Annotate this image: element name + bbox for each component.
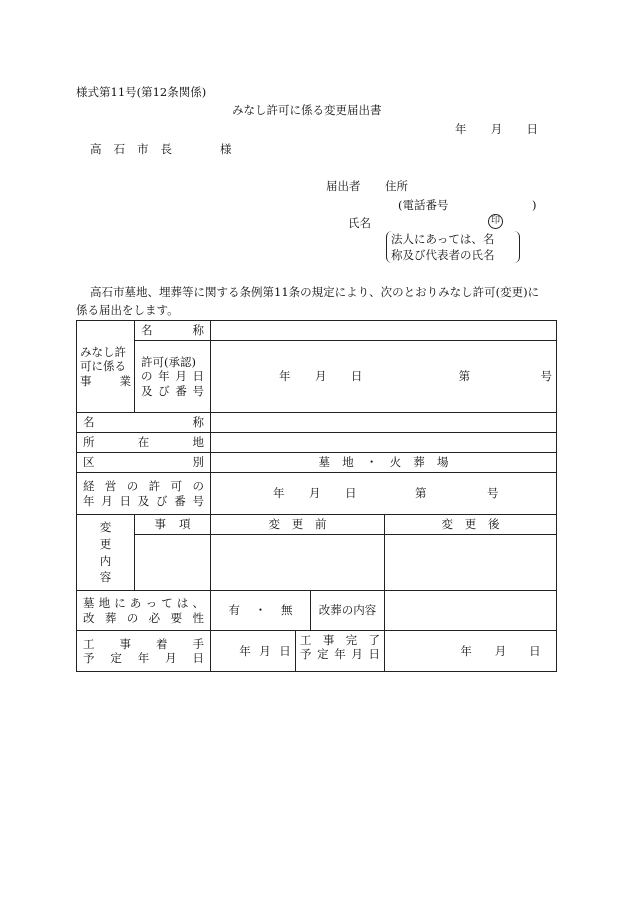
start-label-line [83, 637, 204, 651]
addressee-char: 長 [160, 142, 172, 156]
label-char: 定 [110, 651, 122, 665]
form-table [76, 320, 557, 672]
month-label: 月 [309, 486, 321, 501]
construction-end-date-field[interactable] [385, 631, 557, 672]
change-before-field[interactable] [211, 535, 385, 591]
business-group-label [77, 321, 135, 413]
cemetery-label-line [83, 596, 204, 610]
label-char: 番 [175, 383, 187, 398]
label-char: 着 [156, 636, 168, 651]
name-label: 氏名 [348, 216, 371, 230]
cemetery-reburial-label [77, 591, 211, 631]
day-label: 日 [345, 486, 357, 501]
month-label: 月 [314, 369, 327, 384]
location-label [77, 433, 211, 453]
category-char: 墓 [318, 455, 330, 470]
label-char: 区 [83, 455, 95, 470]
year-label: 年 [279, 369, 291, 384]
business-name-field[interactable] [211, 321, 557, 341]
end-label-line [300, 633, 380, 647]
label-char: 定 [317, 647, 329, 662]
label-char: 日 [368, 647, 380, 662]
label-char: 日 [192, 651, 204, 665]
label-char: 経 [83, 479, 95, 494]
label-char: 工 [300, 633, 312, 647]
label-char: 称 [192, 415, 204, 430]
change-after-field[interactable] [385, 535, 557, 591]
label-char: に [114, 596, 126, 611]
label-char: 内 [99, 553, 112, 568]
addressee-char: 石 [113, 142, 125, 156]
permit-label-line: 許可(承認) [141, 354, 196, 369]
label-char: び [158, 383, 170, 398]
corporate-note-line-1: 法人にあっては、名 [391, 232, 495, 246]
submission-date [455, 123, 538, 137]
label-char: 及 [137, 493, 150, 508]
label-char: 事 [119, 636, 131, 651]
label-char: 及 [141, 383, 153, 398]
label-char: 予 [83, 651, 95, 665]
no-option[interactable]: 無 [281, 603, 293, 618]
permit-label-line [141, 369, 204, 383]
permit-date-field[interactable] [211, 341, 557, 413]
number-suffix: 号 [540, 369, 553, 384]
business-permit-line [83, 494, 204, 508]
label-char: び [156, 493, 168, 508]
yes-option[interactable]: 有 [228, 603, 240, 618]
group-label-line [80, 374, 131, 388]
addressee-char: 市 [137, 142, 149, 156]
year-label: 年 [460, 643, 472, 658]
construction-start-date-field[interactable] [211, 631, 385, 672]
label-char: 更 [99, 536, 112, 551]
label-char: っ [145, 596, 158, 611]
start-label-line [83, 651, 204, 665]
label-char: 地 [192, 435, 204, 450]
category-char: ・ [365, 455, 378, 470]
day-label: 日 [350, 369, 363, 384]
number-suffix: 号 [487, 486, 499, 501]
permit-date-label [135, 341, 211, 413]
group-label-line: 可に係る [80, 359, 126, 374]
label-char: 改 [83, 610, 95, 625]
phone-close: ) [532, 198, 537, 212]
name-label [77, 413, 211, 433]
corporate-note-line-2: 称及び代表者の氏名 [391, 248, 495, 262]
label-char: 所 [83, 435, 95, 450]
business-permit-line [83, 479, 204, 493]
label-char: 変 [99, 520, 112, 535]
category-label [77, 453, 211, 473]
phone-label: (電話番号 [398, 198, 449, 212]
label-char: 更 [464, 517, 477, 532]
category-char: 地 [342, 455, 354, 470]
label-char: 容 [99, 570, 112, 585]
label-char: の [126, 610, 139, 625]
label-char: 変 [268, 517, 280, 532]
label-char: 前 [315, 517, 327, 532]
end-label-line [300, 647, 380, 661]
group-label-line: みなし許 [80, 344, 126, 359]
addressee-char: 高 [90, 142, 102, 156]
change-before-header [211, 515, 385, 535]
label-char: 号 [192, 383, 204, 398]
change-item-header [135, 515, 211, 535]
business-permit-field[interactable] [211, 473, 557, 515]
document-title: みなし許可に係る変更届出書 [232, 103, 382, 117]
label-char: 在 [137, 435, 150, 450]
business-permit-label [77, 473, 211, 515]
corporate-note [386, 231, 520, 263]
label-char: 称 [192, 323, 204, 338]
body-text-line-1: 高石市墓地、埋葬等に関する条例第11条の規定により、次のとおりみなし許可(変更)に [90, 285, 540, 299]
change-after-header [385, 515, 557, 535]
reburial-content-field[interactable] [385, 591, 557, 631]
body-text-line-2: 係る届出をします。 [76, 303, 179, 317]
address-label: 住所 [385, 179, 408, 193]
category-field[interactable] [211, 453, 557, 473]
location-field[interactable] [211, 433, 557, 453]
construction-end-label [296, 631, 384, 671]
label-char: 営 [104, 479, 117, 494]
label-char: 別 [192, 455, 204, 470]
label-char: 手 [192, 636, 204, 651]
label-char: の [141, 369, 153, 384]
group-label-char: 事 [80, 373, 92, 388]
group-label-char: 業 [119, 373, 131, 388]
label-char: 了 [368, 633, 380, 647]
label-char: 完 [345, 633, 358, 647]
label-char: 項 [179, 517, 191, 532]
label-char: 葬 [104, 610, 117, 625]
label-char: 後 [488, 517, 500, 532]
label-char: 墓 [83, 596, 95, 611]
date-year-label: 年 [455, 122, 467, 136]
label-char: 事 [154, 517, 166, 532]
label-char: 可 [170, 479, 183, 494]
label-char: 許 [148, 479, 161, 494]
reburial-necessity-field[interactable] [211, 591, 311, 631]
month-label: 月 [494, 643, 507, 658]
label-char: 月 [175, 369, 187, 384]
addressee [90, 143, 172, 157]
reburial-content-label: 改葬の内容 [311, 591, 385, 631]
category-char: 火 [389, 455, 402, 470]
label-char: 年 [334, 647, 346, 662]
label-char: 番 [174, 493, 186, 508]
label-char: 地 [98, 596, 111, 611]
label-char: 性 [192, 610, 204, 625]
label-char: 号 [192, 493, 204, 508]
label-char: 月 [101, 493, 113, 508]
change-item-field[interactable] [135, 535, 211, 591]
day-label: 日 [279, 643, 291, 658]
cemetery-label-line [83, 611, 204, 625]
year-label: 年 [273, 486, 285, 501]
label-char: 年 [158, 369, 170, 384]
label-char: の [126, 479, 139, 494]
year-label: 年 [239, 643, 251, 658]
label-char: 工 [83, 636, 95, 651]
label-char: 月 [165, 651, 177, 665]
month-label: 月 [259, 643, 271, 658]
category-char: 場 [436, 455, 449, 470]
label-char: 月 [351, 647, 363, 662]
label-char: 事 [322, 633, 335, 647]
name-field[interactable] [211, 413, 557, 433]
label-char: は [176, 596, 189, 611]
permit-label-line [141, 384, 204, 398]
category-char: 葬 [413, 455, 425, 470]
change-content-label [77, 515, 135, 591]
label-char: 年 [83, 493, 95, 508]
label-char: 必 [148, 610, 161, 625]
label-char: 名 [83, 415, 95, 430]
seal-mark: 印 [488, 214, 503, 229]
label-char: 更 [291, 517, 304, 532]
label-char: 日 [119, 493, 131, 508]
label-char: 要 [170, 610, 183, 625]
construction-start-label [77, 631, 211, 672]
form-number: 様式第11号(第12条関係) [76, 85, 207, 99]
label-char: 日 [192, 369, 204, 384]
label-char: 変 [441, 517, 453, 532]
date-day-label: 日 [526, 122, 538, 136]
label-char: 年 [137, 651, 150, 665]
label-char: 、 [192, 596, 204, 611]
addressee-suffix: 様 [220, 142, 232, 156]
label-char: あ [129, 596, 142, 611]
day-label: 日 [529, 643, 541, 658]
business-name-label [135, 321, 211, 341]
number-prefix: 第 [415, 486, 427, 501]
label-char: て [161, 596, 173, 611]
option-separator: ・ [254, 603, 267, 618]
date-month-label: 月 [490, 122, 503, 136]
label-char: の [192, 479, 204, 494]
number-prefix: 第 [458, 369, 471, 384]
label-char: 名 [141, 323, 153, 338]
applicant-label: 届出者 [326, 179, 361, 193]
label-char: 予 [300, 647, 312, 662]
